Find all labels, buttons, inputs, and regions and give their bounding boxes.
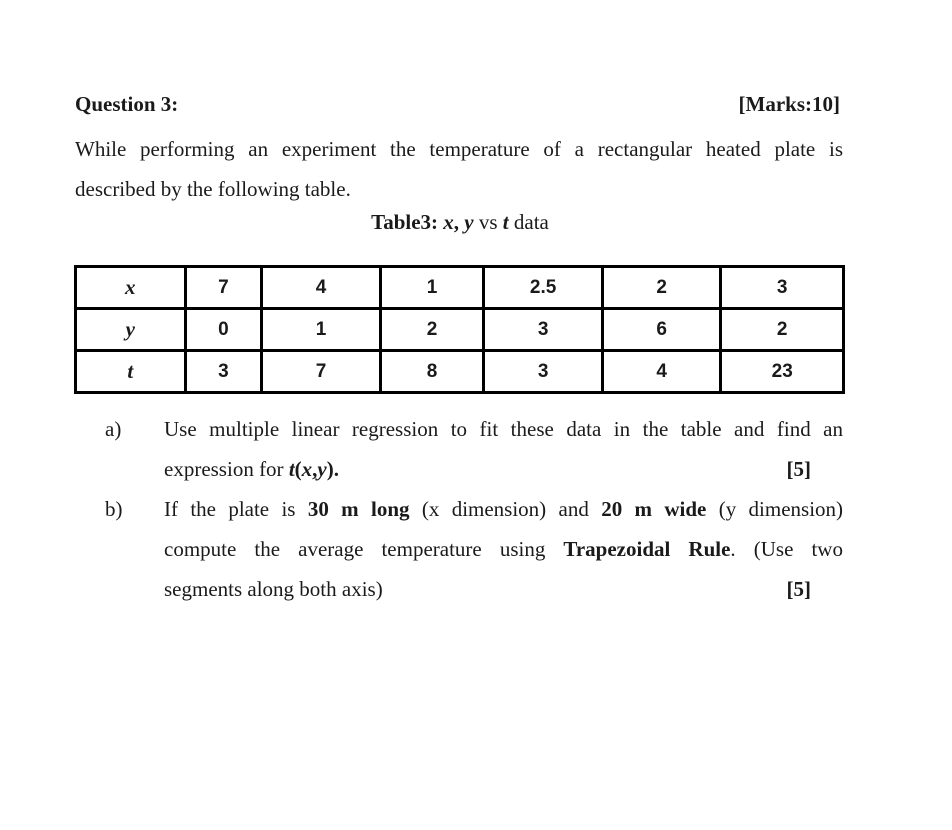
table-cell: 0 [185,309,262,351]
table-cell: 3 [484,351,603,393]
caption-word: data [513,210,549,234]
part-b-body [164,489,843,609]
part-b-line-1 [164,489,843,529]
caption-var-y: y [464,210,474,234]
part-a-body [164,409,843,489]
part-b-text: (y dimension) [718,497,844,521]
part-b-marks: [5] [786,577,811,601]
table-cell: 3 [185,351,262,393]
part-b-method: Trapezoidal Rule [563,537,731,561]
caption-vs: vs [478,210,498,234]
caption-comma: , [453,210,460,234]
expr-close: ). [326,457,339,481]
part-a-expression-prefix: expression for [164,457,284,481]
table-row-head: t [76,351,186,393]
expr-x: x [301,457,313,481]
table-cell: 7 [262,351,381,393]
table-cell: 2 [380,309,484,351]
table-row-t [76,351,844,393]
table-cell: 6 [602,309,721,351]
table-cell: 2 [721,309,844,351]
table-cell: 4 [602,351,721,393]
table-cell: 23 [721,351,844,393]
question-marks: [Marks:10] [738,92,840,116]
part-b-label: b) [105,497,123,521]
expr-y: y [317,457,327,481]
part-b-text: compute the average temperature using [164,537,546,561]
part-a-line-2 [164,449,843,489]
table-cell: 8 [380,351,484,393]
part-a-expression [289,457,339,481]
part-a-marks: [5] [786,457,811,481]
table-cell: 4 [262,267,381,309]
table-cell: 3 [721,267,844,309]
table-cell: 3 [484,309,603,351]
table-row-head: y [76,309,186,351]
part-b-width: 20 m wide [601,497,707,521]
intro-line-1: While performing an experiment the temperature of a rectangular heated plate is [75,137,843,161]
table-row-head: x [76,267,186,309]
part-b-text: . (Use two [730,537,843,561]
part-b-line-2 [164,529,843,569]
table-cell: 1 [262,309,381,351]
table-cell: 2.5 [484,267,603,309]
caption-var-t: t [502,210,509,234]
table-cell: 1 [380,267,484,309]
part-b-line-3 [164,569,843,609]
table-cell: 7 [185,267,262,309]
question-header [75,92,840,117]
table-cell: 2 [602,267,721,309]
expr-open: ( [294,457,302,481]
table-caption [0,210,920,235]
part-a-line-1: Use multiple linear regression to fit these data in the table and find an [164,417,843,441]
caption-var-x: x [443,210,454,234]
expr-comma: , [312,457,318,481]
part-b-text: segments along both axis) [164,577,383,601]
table-row-y [76,309,844,351]
question-title: Question 3: [75,92,179,116]
part-b-text: (x dimension) and [421,497,589,521]
intro-line-2: described by the following table. [75,177,351,201]
part-b-text: If the plate is [164,497,296,521]
part-a-label: a) [105,417,122,441]
expr-t: t [288,457,295,481]
table-row-x [76,267,844,309]
part-b-length: 30 m long [307,497,410,521]
caption-label: Table3: [371,210,439,234]
intro-paragraph [75,129,843,209]
data-table [74,265,845,394]
